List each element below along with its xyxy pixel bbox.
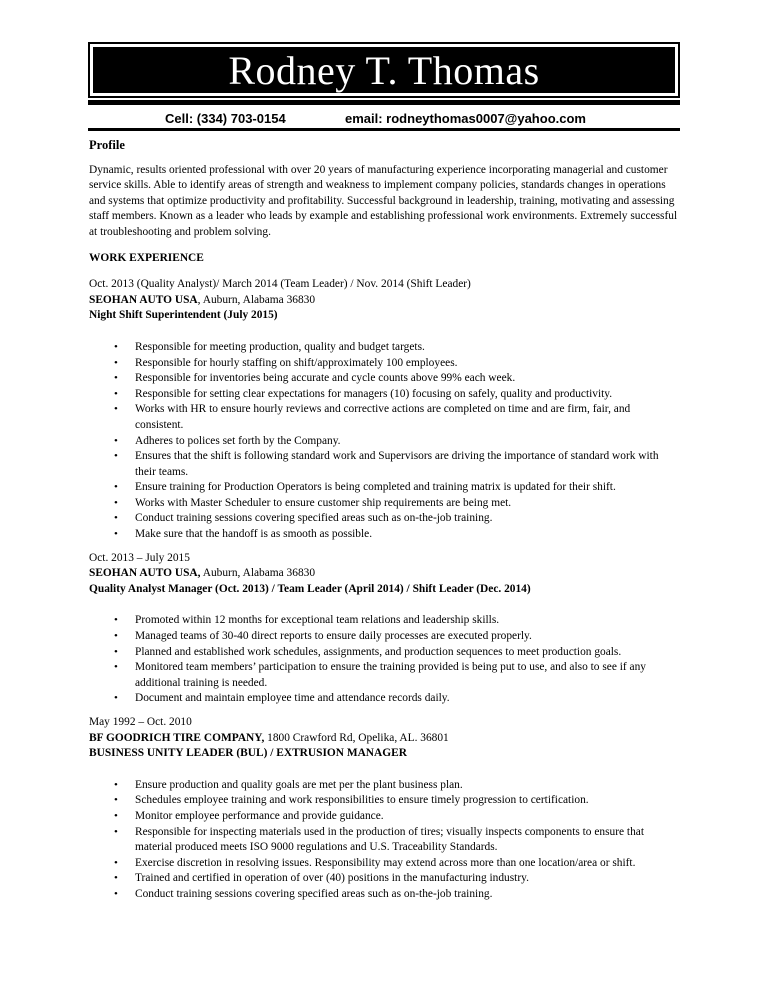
responsibility-item: • Trained and certified in operation of over (40) positions in the manufacturing industry.: [89, 871, 681, 887]
company-name: SEOHAN AUTO USA,: [89, 567, 201, 580]
responsibility-item: • Responsible for inventories being accurate and cycle counts above 99% each week.: [89, 371, 681, 387]
responsibility-item: • Ensure production and quality goals are met per the plant business plan.: [89, 778, 681, 794]
responsibility-item: • Exercise discretion in resolving issues. Responsibility may extend across more than one location/area or shift.: [89, 856, 681, 872]
profile-text: Dynamic, results oriented professional with over 20 years of manufacturing experience incorporating managerial and customer service skills. Able to identify areas of strength and weakness to implement company policies, standards changes in operations and systems that optimize productivity and profitability. Successful background in leadership, training, motivating and assessing staff members. Known as a leader who leads by example and establishing professional work environments. Extremely successful at troubleshooting and problem solving.: [89, 163, 678, 238]
responsibility-item: • Conduct training sessions covering specified areas such as on-the-job training.: [89, 887, 681, 903]
job-title: Quality Analyst Manager (Oct. 2013) / Team Leader (April 2014) / Shift Leader (Dec. 2014): [89, 582, 531, 595]
responsibility-item: • Responsible for setting clear expectations for managers (10) focusing on safely, quality and productivity.: [89, 387, 681, 403]
job-title: BUSINESS UNITY LEADER (BUL) / EXTRUSION MANAGER: [89, 747, 407, 760]
responsibility-item: • Managed teams of 30-40 direct reports to ensure daily processes are executed properly.: [89, 629, 681, 645]
job-employer: [89, 293, 681, 309]
cell-phone: Cell: (334) 703-0154: [165, 111, 286, 126]
company-location: , Auburn, Alabama 36830: [197, 293, 316, 306]
responsibility-list: [89, 613, 681, 707]
responsibility-item: • Works with Master Scheduler to ensure customer ship requirements are being met.: [89, 496, 681, 512]
header-rule-top: [88, 100, 680, 105]
job-employer: [89, 731, 681, 747]
responsibility-item: • Promoted within 12 months for exceptional team relations and leadership skills.: [89, 613, 681, 629]
job-dates: May 1992 – Oct. 2010: [89, 716, 192, 728]
job-entry: [89, 551, 681, 707]
responsibility-item: • Schedules employee training and work responsibilities to ensure timely progression to certification.: [89, 793, 681, 809]
responsibility-item: • Monitor employee performance and provide guidance.: [89, 809, 681, 825]
responsibility-item: • Monitored team members’ participation to ensure the training provided is being put to use, and also to see if any additional training is needed.: [89, 660, 681, 691]
responsibility-list: [89, 778, 681, 903]
job-entry: [89, 277, 681, 543]
candidate-name: Rodney T. Thomas: [228, 47, 540, 93]
company-name: BF GOODRICH TIRE COMPANY,: [89, 731, 265, 744]
responsibility-list: [89, 340, 681, 543]
company-name: SEOHAN AUTO USA: [89, 293, 198, 306]
job-dates: Oct. 2013 – July 2015: [89, 551, 190, 564]
responsibility-item: • Conduct training sessions covering specified areas such as on-the-job training.: [89, 511, 681, 527]
responsibility-item: • Document and maintain employee time and attendance records daily.: [89, 691, 681, 707]
resume-body: [89, 138, 681, 911]
company-location: 1800 Crawford Rd, Opelika, AL. 36801: [264, 731, 449, 744]
job-header: [89, 715, 681, 762]
company-location: Auburn, Alabama 36830: [200, 567, 316, 580]
name-banner-fill: [93, 47, 675, 93]
contact-line: [165, 111, 586, 126]
job-title: Night Shift Superintendent (July 2015): [89, 309, 278, 322]
job-header: [89, 277, 681, 324]
work-experience-heading: WORK EXPERIENCE: [89, 251, 204, 264]
responsibility-item: • Adheres to polices set forth by the Company.: [89, 434, 681, 450]
responsibility-item: • Responsible for meeting production, quality and budget targets.: [89, 340, 681, 356]
name-banner: [88, 42, 680, 98]
job-entry: [89, 715, 681, 903]
responsibility-item: • Ensures that the shift is following standard work and Supervisors are driving the importance of standard work with their teams.: [89, 449, 681, 480]
email-address: email: rodneythomas0007@yahoo.com: [345, 111, 586, 126]
job-header: [89, 551, 681, 598]
responsibility-item: • Ensure training for Production Operators is being completed and training matrix is updated for their shift.: [89, 480, 681, 496]
job-employer: [89, 566, 681, 582]
responsibility-item: • Planned and established work schedules, assignments, and production sequences to meet production goals.: [89, 645, 681, 661]
job-dates: Oct. 2013 (Quality Analyst)/ March 2014 (Team Leader) / Nov. 2014 (Shift Leader): [89, 278, 471, 291]
job-list: [89, 277, 681, 902]
responsibility-item: • Works with HR to ensure hourly reviews and corrective actions are completed on time and are firm, fair, and consistent.: [89, 402, 681, 433]
responsibility-item: • Responsible for inspecting materials used in the production of tires; visually inspects components to ensure that material produced meets ISO 9000 regulations and U.S. Traceability Standards.: [89, 825, 681, 856]
responsibility-item: • Responsible for hourly staffing on shift/approximately 100 employees.: [89, 356, 681, 372]
header-rule-bottom: [88, 128, 680, 131]
profile-heading: Profile: [89, 138, 125, 152]
responsibility-item: • Make sure that the handoff is as smooth as possible.: [89, 527, 681, 543]
